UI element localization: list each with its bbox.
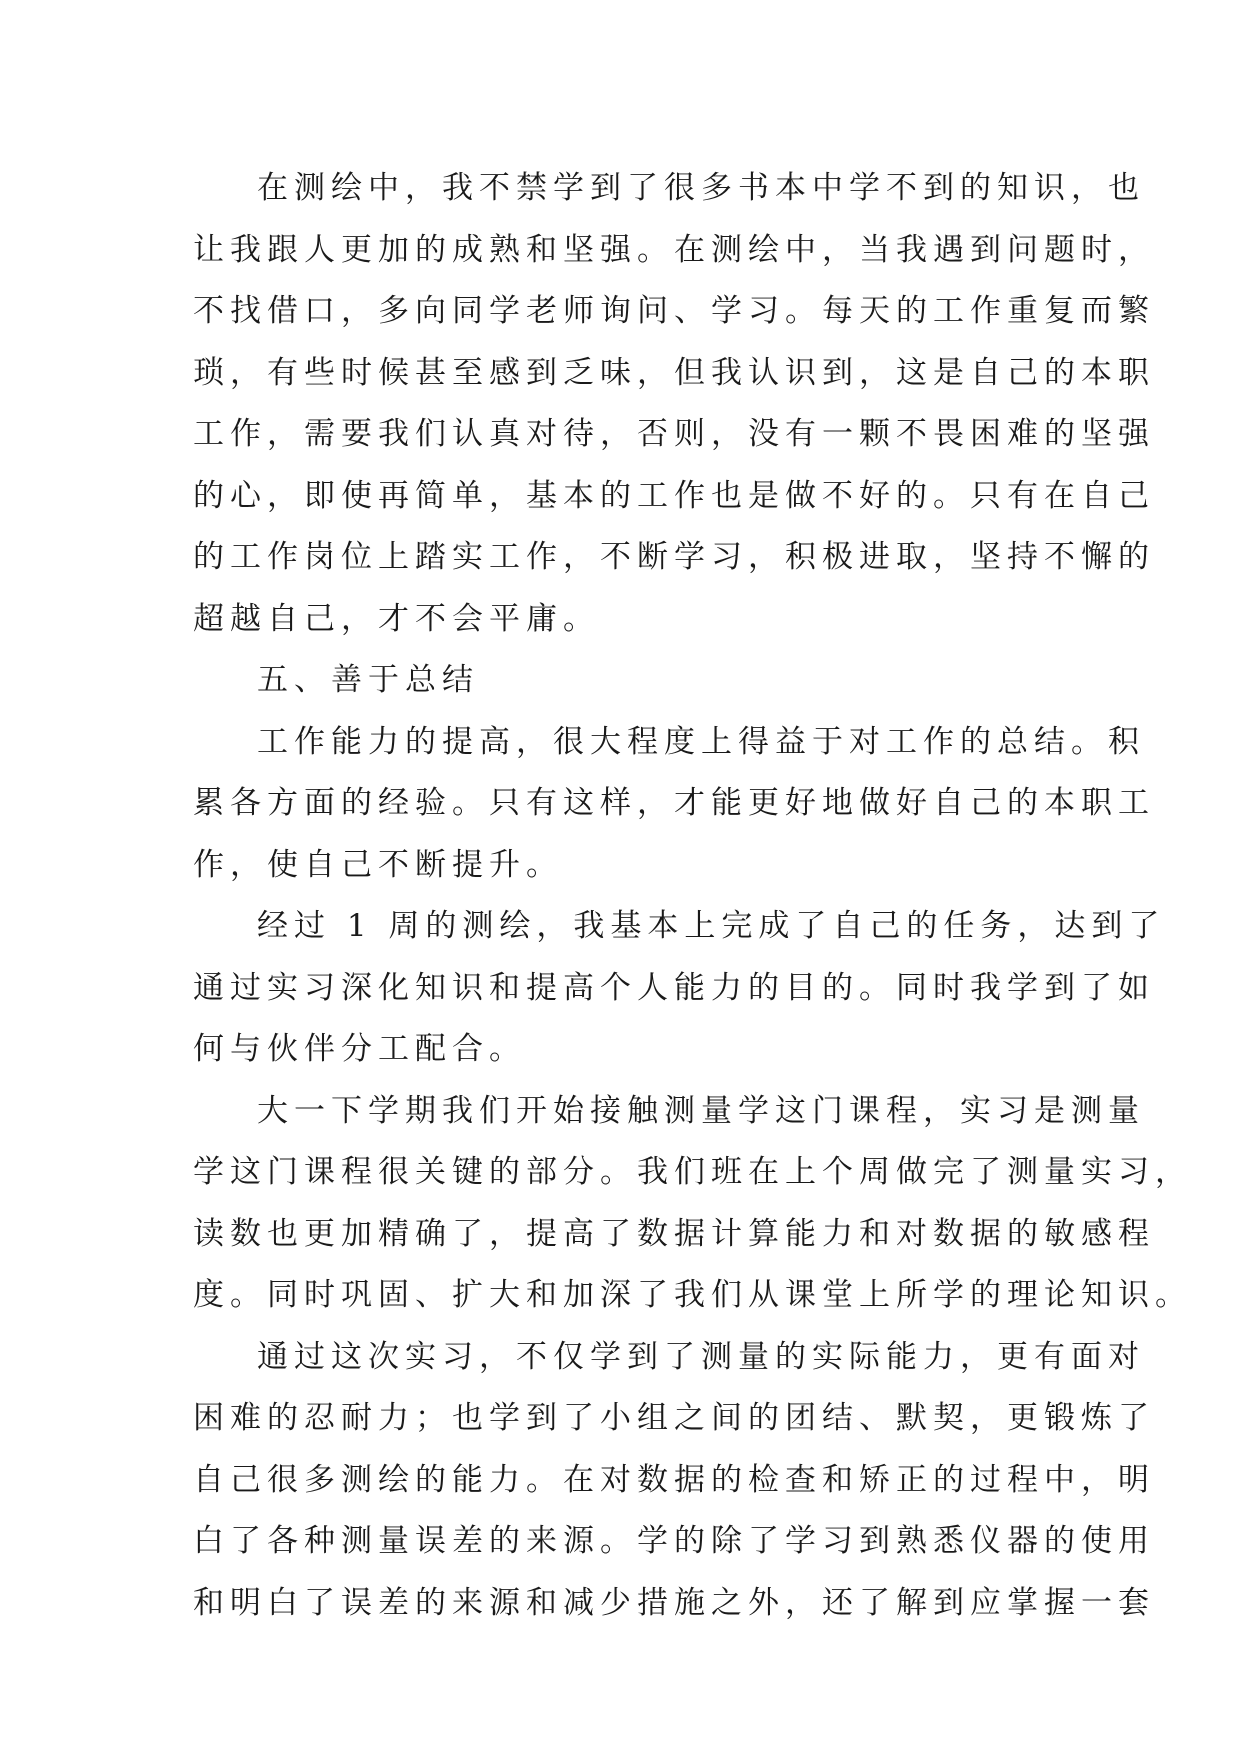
- paragraph-1: [193, 158, 1155, 650]
- text-line: 在测绘中，我不禁学到了很多书本中学不到的知识，也: [257, 170, 1145, 206]
- text-line: 何与伙伴分工配合。: [193, 1031, 526, 1067]
- paragraph-3: [193, 896, 1166, 1081]
- text-line: 经过 1 周的测绘，我基本上完成了自己的任务，达到了: [257, 908, 1166, 944]
- text-line: 累各方面的经验。只有这样，才能更好地做好自己的本职工: [193, 785, 1155, 821]
- text-line: 作，使自己不断提升。: [193, 846, 563, 883]
- text-line: 让我跟人更加的成熟和坚强。在测绘中，当我遇到问题时，: [193, 231, 1155, 268]
- text-line: 大一下学期我们开始接触测量学这门课程，实习是测量: [257, 1092, 1145, 1129]
- paragraph-5: [193, 1327, 1155, 1635]
- text-line: 的心，即使再简单，基本的工作也是做不好的。只有在自己: [193, 477, 1155, 514]
- text-line: 通过实习深化知识和提高个人能力的目的。同时我学到了如: [193, 969, 1155, 1006]
- text-line: 工作，需要我们认真对待，否则，没有一颗不畏困难的坚强: [193, 416, 1155, 452]
- text-line: 度。同时巩固、扩大和加深了我们从课堂上所学的理论知识。: [193, 1277, 1192, 1313]
- text-line: 工作能力的提高，很大程度上得益于对工作的总结。积: [257, 723, 1145, 760]
- document-body: [193, 158, 1192, 1634]
- text-line: 读数也更加精确了，提高了数据计算能力和对数据的敏感程: [193, 1215, 1155, 1252]
- text-line: 困难的忍耐力；也学到了小组之间的团结、默契，更锻炼了: [193, 1400, 1155, 1436]
- text-line: 自己很多测绘的能力。在对数据的检查和矫正的过程中，明: [193, 1461, 1155, 1498]
- text-line: 学这门课程很关键的部分。我们班在上个周做完了测量实习，: [193, 1154, 1192, 1190]
- text-line: 不找借口，多向同学老师询问、学习。每天的工作重复而繁: [193, 293, 1155, 329]
- paragraph-2: [193, 712, 1155, 897]
- text-line: 通过这次实习，不仅学到了测量的实际能力，更有面对: [257, 1338, 1145, 1375]
- heading-text: 五、善于总结: [257, 662, 479, 698]
- text-line: 和明白了误差的来源和减少措施之外，还了解到应掌握一套: [193, 1584, 1155, 1621]
- text-line: 白了各种测量误差的来源。学的除了学习到熟悉仪器的使用: [193, 1523, 1155, 1559]
- paragraph-4: [193, 1081, 1192, 1327]
- text-line: 的工作岗位上踏实工作，不断学习，积极进取，坚持不懈的: [193, 539, 1155, 575]
- text-line: 超越自己，才不会平庸。: [193, 600, 600, 637]
- text-line: 琐，有些时候甚至感到乏味，但我认识到，这是自己的本职: [193, 354, 1155, 391]
- section-heading: [193, 650, 1053, 712]
